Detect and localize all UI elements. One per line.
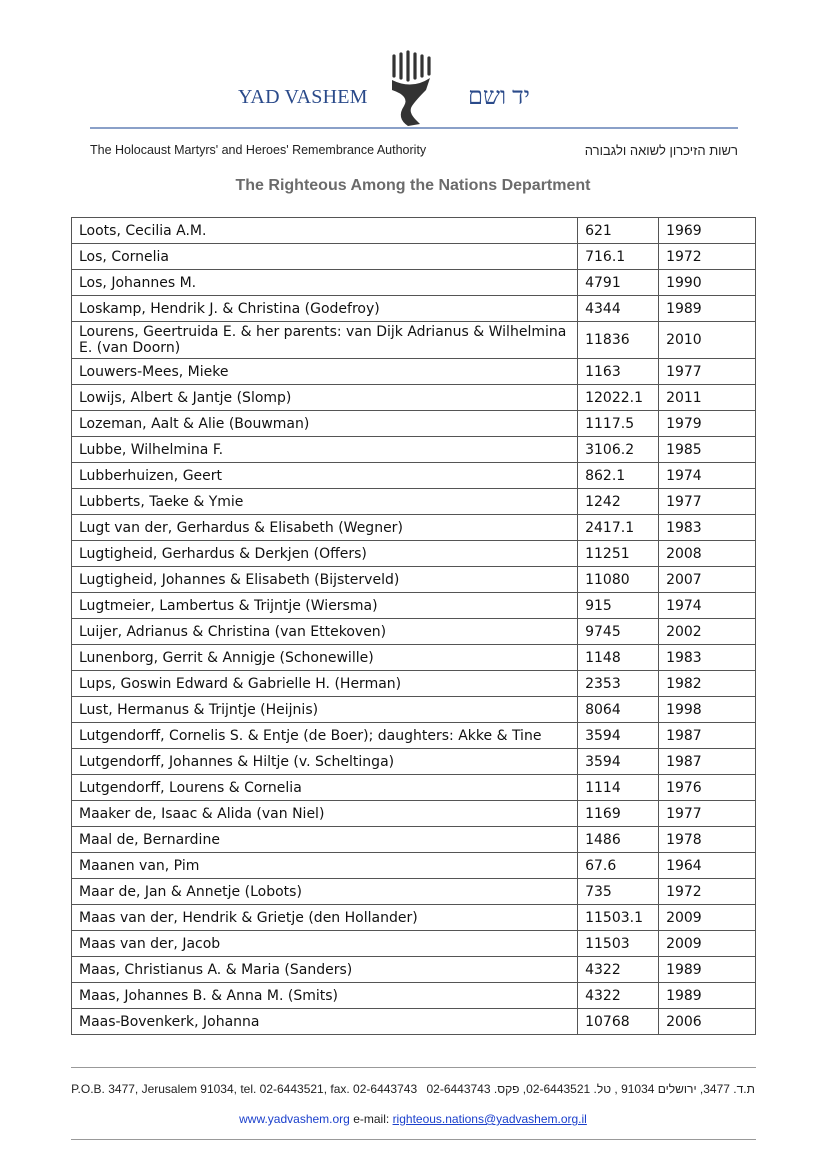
file-number-cell: 1169 [578,801,659,827]
year-cell: 2010 [659,322,756,359]
name-cell: Lugtmeier, Lambertus & Trijntje (Wiersma) [72,593,578,619]
file-number-cell: 11251 [578,541,659,567]
table-row [72,385,756,411]
year-cell: 2006 [659,1009,756,1035]
footer-divider-bottom [71,1139,756,1140]
year-cell: 1983 [659,515,756,541]
year-cell: 1977 [659,489,756,515]
file-number-cell: 4791 [578,270,659,296]
name-cell: Maaker de, Isaac & Alida (van Niel) [72,801,578,827]
table-row [72,723,756,749]
table-row [72,437,756,463]
year-cell: 1990 [659,270,756,296]
year-cell: 1977 [659,359,756,385]
name-cell: Los, Johannes M. [72,270,578,296]
table-row [72,515,756,541]
table-row [72,359,756,385]
name-cell: Lups, Goswin Edward & Gabrielle H. (Herman) [72,671,578,697]
table-row [72,801,756,827]
name-cell: Los, Cornelia [72,244,578,270]
file-number-cell: 862.1 [578,463,659,489]
file-number-cell: 11503.1 [578,905,659,931]
postal-address [0,1082,826,1096]
file-number-cell: 1114 [578,775,659,801]
year-cell: 1985 [659,437,756,463]
year-cell: 1978 [659,827,756,853]
file-number-cell: 3594 [578,749,659,775]
table-row [72,322,756,359]
name-cell: Lubbe, Wilhelmina F. [72,437,578,463]
year-cell: 2008 [659,541,756,567]
name-cell: Maas, Christianus A. & Maria (Sanders) [72,957,578,983]
org-name-english: YAD VASHEM [238,86,368,108]
address-english: P.O.B. 3477, Jerusalem 91034, tel. 02-6443521, fax. 02-6443743 [71,1082,418,1096]
file-number-cell: 11080 [578,567,659,593]
authority-english: The Holocaust Martyrs' and Heroes' Remembrance Authority [90,143,427,157]
name-cell: Maas van der, Hendrik & Grietje (den Hollander) [72,905,578,931]
table-row [72,645,756,671]
year-cell: 1972 [659,879,756,905]
yad-vashem-logo-icon [386,50,438,130]
name-cell: Maas, Johannes B. & Anna M. (Smits) [72,983,578,1009]
contact-line [0,1112,826,1126]
name-cell: Maar de, Jan & Annetje (Lobots) [72,879,578,905]
table-row [72,296,756,322]
table-row [72,697,756,723]
table-row [72,489,756,515]
year-cell: 1974 [659,463,756,489]
table-row [72,853,756,879]
file-number-cell: 8064 [578,697,659,723]
file-number-cell: 1486 [578,827,659,853]
table-row [72,775,756,801]
file-number-cell: 1242 [578,489,659,515]
name-cell: Lugtigheid, Johannes & Elisabeth (Bijsterveld) [72,567,578,593]
name-cell: Lust, Hermanus & Trijntje (Heijnis) [72,697,578,723]
name-cell: Lugt van der, Gerhardus & Elisabeth (Wegner) [72,515,578,541]
email-label: e-mail: [353,1112,390,1126]
year-cell: 2009 [659,931,756,957]
year-cell: 1964 [659,853,756,879]
year-cell: 1974 [659,593,756,619]
name-cell: Loskamp, Hendrik J. & Christina (Godefroy) [72,296,578,322]
website-link[interactable]: www.yadvashem.org [239,1112,350,1126]
letterhead [0,0,826,200]
table-row [72,270,756,296]
table-row [72,905,756,931]
name-cell: Maas-Bovenkerk, Johanna [72,1009,578,1035]
name-cell: Loots, Cecilia A.M. [72,218,578,244]
year-cell: 1989 [659,296,756,322]
year-cell: 1989 [659,983,756,1009]
table-row [72,411,756,437]
file-number-cell: 3106.2 [578,437,659,463]
year-cell: 1969 [659,218,756,244]
file-number-cell: 2353 [578,671,659,697]
name-cell: Lubberts, Taeke & Ymie [72,489,578,515]
name-cell: Maas van der, Jacob [72,931,578,957]
year-cell: 1976 [659,775,756,801]
name-cell: Lourens, Geertruida E. & her parents: van Dijk Adrianus & Wilhelmina E. (van Doorn) [72,322,578,359]
file-number-cell: 11503 [578,931,659,957]
address-hebrew: ת.ד. 3477, ירושלים 91034 , טל. 02-6443521, פקס. 02-6443743 [426,1082,755,1096]
authority-line [90,143,738,158]
table-body [72,218,756,1035]
year-cell: 2009 [659,905,756,931]
table-row [72,567,756,593]
righteous-list-table [71,217,756,1035]
year-cell: 1982 [659,671,756,697]
department-title: The Righteous Among the Nations Department [235,177,591,194]
year-cell: 1987 [659,749,756,775]
table-row [72,983,756,1009]
name-cell: Louwers-Mees, Mieke [72,359,578,385]
table-row [72,827,756,853]
table-row [72,463,756,489]
file-number-cell: 716.1 [578,244,659,270]
year-cell: 2002 [659,619,756,645]
header-divider [90,127,738,129]
email-link[interactable]: righteous.nations@yadvashem.org.il [392,1112,587,1126]
name-cell: Lutgendorff, Johannes & Hiltje (v. Scheltinga) [72,749,578,775]
file-number-cell: 11836 [578,322,659,359]
year-cell: 2011 [659,385,756,411]
table-row [72,244,756,270]
name-cell: Lugtigheid, Gerhardus & Derkjen (Offers) [72,541,578,567]
file-number-cell: 1148 [578,645,659,671]
name-cell: Maal de, Bernardine [72,827,578,853]
file-number-cell: 915 [578,593,659,619]
table-row [72,593,756,619]
file-number-cell: 3594 [578,723,659,749]
name-cell: Maanen van, Pim [72,853,578,879]
file-number-cell: 9745 [578,619,659,645]
table-row [72,931,756,957]
file-number-cell: 1163 [578,359,659,385]
table-row [72,1009,756,1035]
table-row [72,218,756,244]
name-cell: Luijer, Adrianus & Christina (van Ettekoven) [72,619,578,645]
table-row [72,749,756,775]
file-number-cell: 735 [578,879,659,905]
year-cell: 2007 [659,567,756,593]
table-row [72,619,756,645]
name-cell: Lutgendorff, Cornelis S. & Entje (de Boer); daughters: Akke & Tine [72,723,578,749]
name-cell: Lowijs, Albert & Jantje (Slomp) [72,385,578,411]
file-number-cell: 2417.1 [578,515,659,541]
year-cell: 1998 [659,697,756,723]
name-cell: Lozeman, Aalt & Alie (Bouwman) [72,411,578,437]
name-cell: Lubberhuizen, Geert [72,463,578,489]
footer-divider-top [71,1067,756,1068]
year-cell: 1983 [659,645,756,671]
file-number-cell: 12022.1 [578,385,659,411]
year-cell: 1979 [659,411,756,437]
file-number-cell: 1117.5 [578,411,659,437]
file-number-cell: 4322 [578,957,659,983]
table-row [72,879,756,905]
table-row [72,541,756,567]
year-cell: 1987 [659,723,756,749]
year-cell: 1977 [659,801,756,827]
file-number-cell: 67.6 [578,853,659,879]
name-cell: Lunenborg, Gerrit & Annigje (Schonewille) [72,645,578,671]
name-cell: Lutgendorff, Lourens & Cornelia [72,775,578,801]
file-number-cell: 621 [578,218,659,244]
file-number-cell: 4344 [578,296,659,322]
year-cell: 1972 [659,244,756,270]
authority-hebrew: רשות הזיכרון לשואה ולגבורה [584,143,738,158]
org-name-hebrew: יד ושם [468,84,530,110]
file-number-cell: 10768 [578,1009,659,1035]
table-row [72,671,756,697]
table-row [72,957,756,983]
file-number-cell: 4322 [578,983,659,1009]
year-cell: 1989 [659,957,756,983]
